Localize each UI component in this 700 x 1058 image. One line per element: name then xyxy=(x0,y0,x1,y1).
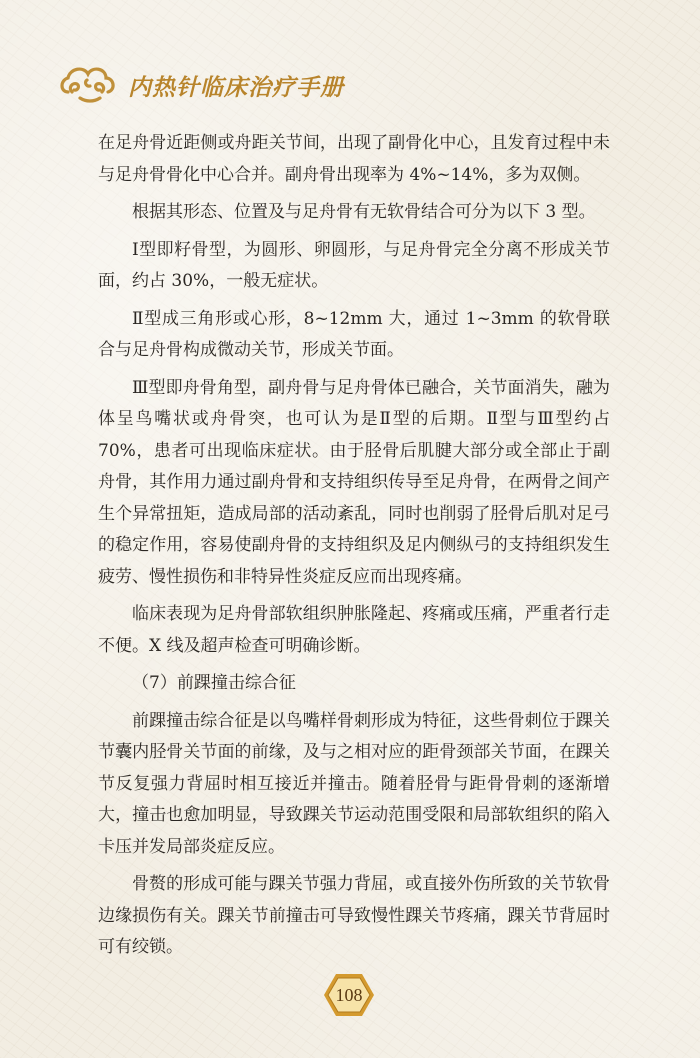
section-subheading: （7）前踝撞击综合征 xyxy=(132,673,296,693)
paragraph: Ⅲ型即舟骨角型，副舟骨与足舟骨体已融合，关节面消失，融为体呈鸟嘴状或舟骨突，也可认为是Ⅱ型的后期。Ⅱ型与Ⅲ型约占 70%，患者可出现临床症状。由于胫骨后肌腱大部分或全部止于副舟骨，其作用力通过副舟骨和支持组织传导至足舟骨，在两骨之间产生个异常扭矩，造成局部的活动紊乱，同时也削弱了胫骨后肌对足弓的稳定作用，容易使副舟骨的支持组织及足内侧纵弓的支持组织发生疲劳、慢性损伤和非特异性炎症反应而出现疼痛。 xyxy=(98,377,610,587)
running-header xyxy=(58,60,344,110)
body-text xyxy=(98,128,610,970)
auspicious-cloud-icon xyxy=(58,62,122,108)
page-number: 108 xyxy=(335,985,363,1005)
paragraph: 临床表现为足舟骨部软组织肿胀隆起、疼痛或压痛，严重者行走不便。X 线及超声检查可明确诊断。 xyxy=(98,604,610,656)
book-title: 内热针临床治疗手册 xyxy=(128,73,344,101)
paragraph: 在足舟骨近距侧或舟距关节间，出现了副骨化中心，且发育过程中未与足舟骨骨化中心合并。副舟骨出现率为 4%~14%，多为双侧。 xyxy=(98,133,610,185)
paragraph: Ⅱ型成三角形或心形，8~12mm 大，通过 1~3mm 的软骨联合与足舟骨构成微动关节，形成关节面。 xyxy=(98,308,610,360)
paragraph: 根据其形态、位置及与足舟骨有无软骨结合可分为以下 3 型。 xyxy=(132,202,596,222)
paragraph: Ⅰ型即籽骨型，为圆形、卵圆形，与足舟骨完全分离不形成关节面，约占 30%，一般无症状。 xyxy=(98,239,610,291)
page-number-badge xyxy=(323,972,375,1018)
paragraph: 前踝撞击综合征是以鸟嘴样骨刺形成为特征，这些骨刺位于踝关节囊内胫骨关节面的前缘，及与之相对应的距骨颈部关节面，在踝关节反复强力背屈时相互接近并撞击。随着胫骨与距骨骨刺的逐渐增大，撞击也愈加明显，导致踝关节运动范围受限和局部软组织的陷入卡压并发局部炎症反应。 xyxy=(98,710,610,857)
paragraph: 骨赘的形成可能与踝关节强力背屈，或直接外伤所致的关节软骨边缘损伤有关。踝关节前撞击可导致慢性踝关节疼痛，踝关节背屈时可有绞锁。 xyxy=(98,874,610,957)
